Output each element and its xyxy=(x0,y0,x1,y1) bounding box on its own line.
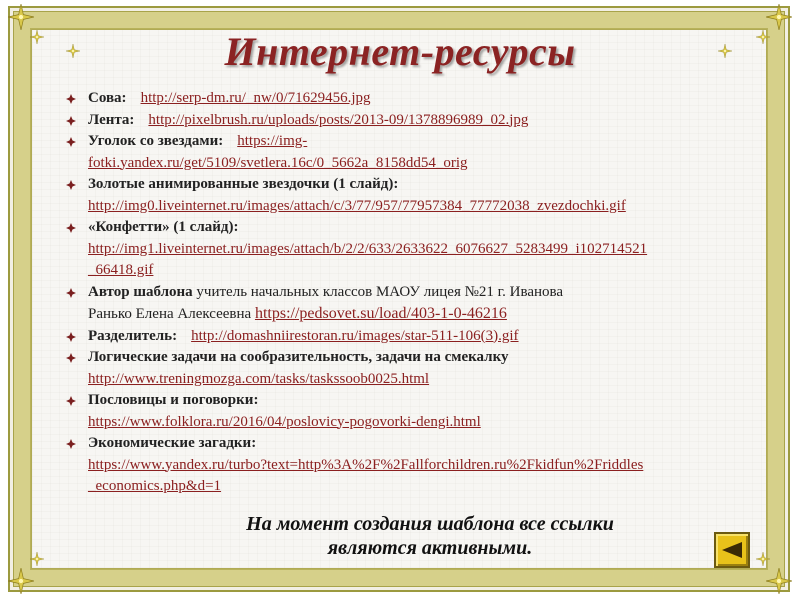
resource-link[interactable]: https://img- xyxy=(237,133,308,149)
resource-link[interactable]: http://img0.liveinternet.ru/images/attach/c/3/77/957/77957384_77772038_zvezdochki.gif xyxy=(88,197,626,214)
page-title: Интернет-ресурсы xyxy=(224,29,576,74)
list-item xyxy=(64,217,764,282)
list-item xyxy=(64,131,764,174)
diamond-bullet-icon xyxy=(66,353,76,363)
author-text: учитель начальных классов МАОУ лицея №21 г. Иванова xyxy=(192,283,564,300)
resource-link[interactable]: fotki.yandex.ru/get/5109/svetlera.16c/0_5662a_8158dd54_orig xyxy=(88,154,468,171)
star-icon xyxy=(756,552,770,566)
star-icon xyxy=(766,568,792,594)
item-label: Золотые анимированные звездочки (1 слайд): xyxy=(88,176,399,192)
resource-link[interactable]: http://serp-dm.ru/_nw/0/71629456.jpg xyxy=(140,90,371,106)
star-icon xyxy=(8,4,34,30)
resource-list xyxy=(64,88,764,498)
star-icon xyxy=(766,4,792,30)
resource-link[interactable]: https://www.yandex.ru/turbo?text=http%3A%2F%2Fallforchildren.ru%2Fkidfun%2Friddles xyxy=(88,456,644,473)
item-label: Сова: xyxy=(88,90,127,106)
back-button[interactable] xyxy=(714,532,750,568)
diamond-bullet-icon xyxy=(66,94,76,104)
diamond-bullet-icon xyxy=(66,439,76,449)
resource-link[interactable]: https://pedsovet.su/load/403-1-0-46216 xyxy=(254,305,507,322)
item-label: «Конфетти» (1 слайд): xyxy=(88,219,239,235)
diamond-bullet-icon xyxy=(66,180,76,190)
item-label: Лента: xyxy=(88,111,135,128)
star-icon xyxy=(8,568,34,594)
resource-link[interactable]: _economics.php&d=1 xyxy=(88,478,222,494)
list-item xyxy=(64,174,764,217)
back-arrow-icon xyxy=(721,541,743,559)
star-icon xyxy=(30,552,44,566)
diamond-bullet-icon xyxy=(66,137,76,147)
resource-link[interactable]: http://domashniirestoran.ru/images/star-511-106(3).gif xyxy=(191,327,519,344)
author-name: Ранько Елена Алексеевна xyxy=(88,306,255,322)
diamond-bullet-icon xyxy=(66,396,76,406)
item-label: Экономические загадки: xyxy=(88,435,257,451)
item-label: Разделитель: xyxy=(88,327,178,344)
resource-link[interactable]: https://www.folklora.ru/2016/04/poslovicy-pogovorki-dengi.html xyxy=(88,413,481,430)
list-item xyxy=(64,282,764,326)
diamond-bullet-icon xyxy=(66,288,76,298)
list-item xyxy=(64,88,764,110)
footer-note-line-1: На момент создания шаблона все ссылки xyxy=(246,513,614,535)
item-label: Пословицы и поговорки: xyxy=(88,392,259,408)
item-label: Автор шаблона xyxy=(88,283,193,300)
resource-link[interactable]: _66418.gif xyxy=(88,262,154,278)
list-item xyxy=(64,390,764,433)
list-item xyxy=(64,110,764,132)
list-item xyxy=(64,433,764,498)
footer-note xyxy=(190,512,670,560)
item-label: Уголок со звездами: xyxy=(88,133,224,149)
resource-link[interactable]: http://img1.liveinternet.ru/images/attach/b/2/2/633/2633622_6076627_5283499_i102714521 xyxy=(88,240,648,257)
resource-link[interactable]: http://www.treningmozga.com/tasks/taskssoob0025.html xyxy=(88,370,430,387)
footer-note-line-2: являются активными. xyxy=(327,537,533,559)
list-item xyxy=(64,347,764,390)
diamond-bullet-icon xyxy=(66,332,76,342)
list-item xyxy=(64,326,764,348)
diamond-bullet-icon xyxy=(66,223,76,233)
item-label: Логические задачи на сообразительность, задачи на смекалку xyxy=(88,349,509,365)
resource-link[interactable]: http://pixelbrush.ru/uploads/posts/2013-09/1378896989_02.jpg xyxy=(148,111,529,128)
diamond-bullet-icon xyxy=(66,116,76,126)
